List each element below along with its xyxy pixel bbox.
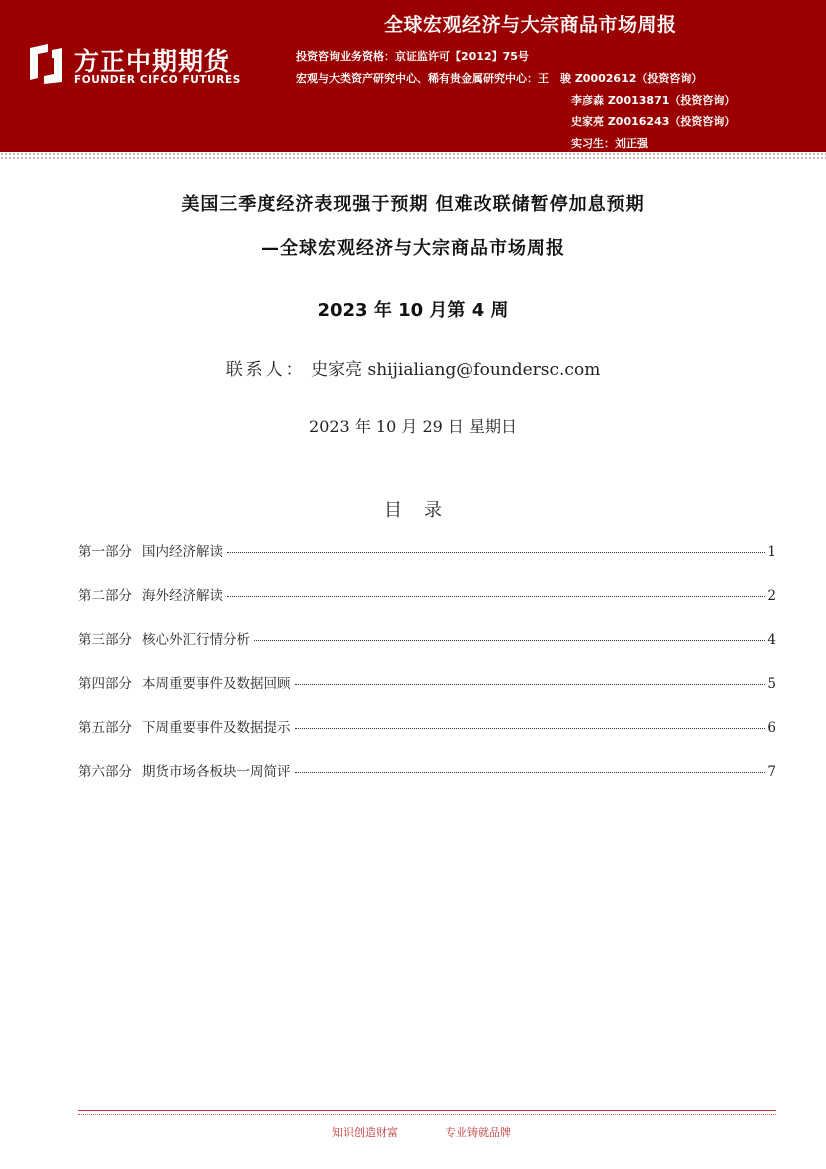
license-info: 投资咨询业务资格：京证监许可【2012】75号 (296, 50, 529, 63)
toc-part: 第四部分 (78, 676, 132, 692)
company-logo (26, 42, 256, 92)
toc-page: 6 (767, 720, 776, 736)
intern-line: 实习生：刘正强 (571, 137, 648, 150)
toc-label: 海外经济解读 (142, 588, 223, 604)
header-dot-pattern (0, 152, 826, 160)
toc-item[interactable] (78, 628, 776, 672)
contact-label: 联系人： (225, 360, 306, 380)
report-date: 2023 年 10 月 29 日 星期日 (309, 417, 517, 436)
header-report-name: 全球宏观经济与大宗商品市场周报 (384, 14, 677, 36)
toc-page: 2 (767, 588, 776, 604)
toc-page: 7 (767, 764, 776, 780)
toc-item[interactable] (78, 716, 776, 760)
toc-leader (295, 772, 766, 773)
toc-leader (295, 728, 766, 729)
toc-page: 1 (767, 544, 776, 560)
toc-leader (295, 684, 766, 685)
toc-part: 第二部分 (78, 588, 132, 604)
analyst-line-2: 李彦森 Z0013871（投资咨询） (571, 94, 736, 107)
report-title: 美国三季度经济表现强于预期 但难改联储暂停加息预期 (181, 194, 645, 215)
toc-label: 本周重要事件及数据回顾 (142, 676, 291, 692)
analyst-line-1: 宏观与大类资产研究中心、稀有贵金属研究中心：王 骏 Z0002612（投资咨询） (296, 72, 703, 85)
contact-name: 史家亮 (311, 360, 363, 380)
toc-item[interactable] (78, 584, 776, 628)
toc-leader (227, 552, 765, 553)
toc-part: 第一部分 (78, 544, 132, 560)
toc-part: 第六部分 (78, 764, 132, 780)
toc-item[interactable] (78, 540, 776, 584)
toc-label: 期货市场各板块一周简评 (142, 764, 291, 780)
logo-english-name: FOUNDER CIFCO FUTURES (74, 74, 241, 86)
contact-email[interactable]: shijialiang@foundersc.com (367, 360, 601, 380)
toc-label: 下周重要事件及数据提示 (142, 720, 291, 736)
footer-slogan-right: 专业铸就品牌 (445, 1126, 511, 1139)
report-subtitle: —全球宏观经济与大宗商品市场周报 (261, 238, 565, 259)
toc-part: 第三部分 (78, 632, 132, 648)
toc-label: 核心外汇行情分析 (142, 632, 250, 648)
toc-leader (227, 596, 765, 597)
logo-chinese-name: 方正中期期货 (74, 47, 231, 76)
report-week: 2023 年 10 月第 4 周 (317, 300, 509, 321)
toc-leader (254, 640, 765, 641)
toc-part: 第五部分 (78, 720, 132, 736)
toc-title: 目录 (384, 500, 464, 521)
toc-label: 国内经济解读 (142, 544, 223, 560)
toc-item[interactable] (78, 760, 776, 804)
footer-slogan-left: 知识创造财富 (332, 1126, 398, 1139)
contact-line (0, 355, 826, 380)
footer-dotted-divider (78, 1114, 776, 1115)
toc-page: 5 (767, 676, 776, 692)
analyst-line-3: 史家亮 Z0016243（投资咨询） (571, 115, 736, 128)
logo-mark-icon (26, 42, 66, 86)
toc-item[interactable] (78, 672, 776, 716)
toc-page: 4 (767, 632, 776, 648)
table-of-contents (78, 540, 776, 804)
footer-divider (78, 1110, 776, 1111)
